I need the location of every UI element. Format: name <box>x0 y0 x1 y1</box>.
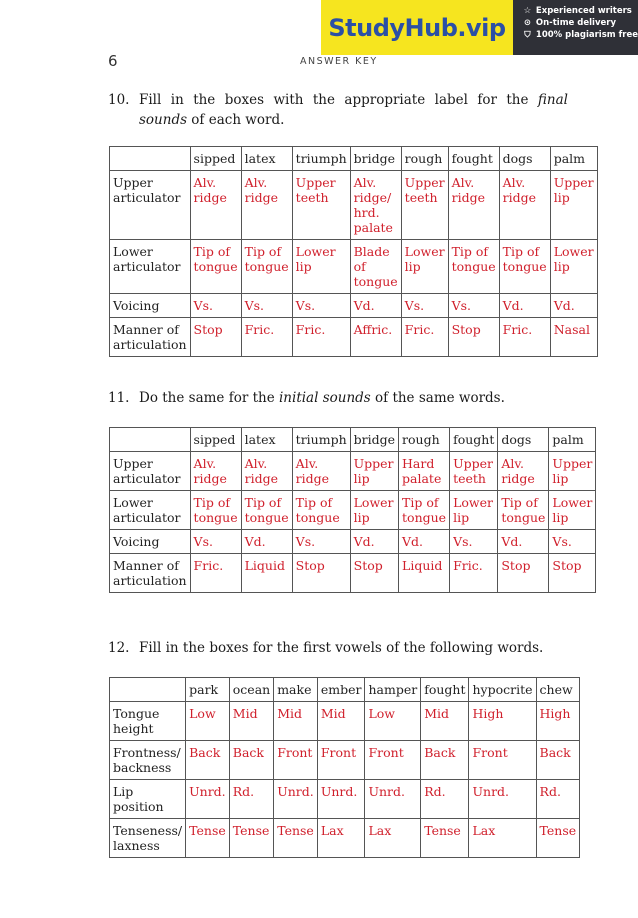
answer-table-11 <box>109 427 596 593</box>
answer-table-10 <box>109 146 598 357</box>
corner-cell <box>110 428 191 452</box>
column-header: fought <box>421 678 469 702</box>
answer-cell: Vs. <box>190 530 241 554</box>
answer-cell: Vd. <box>550 294 597 318</box>
table-row <box>110 294 598 318</box>
answer-cell: Tip of tongue <box>448 240 499 294</box>
answer-cell: Rd. <box>229 780 273 819</box>
table-row <box>110 318 598 357</box>
perk-label: 100% plagiarism free <box>535 30 638 40</box>
answer-cell: Tip of tongue <box>190 240 241 294</box>
row-label: Lip position <box>110 780 186 819</box>
answer-cell: Fric. <box>401 318 448 357</box>
answer-cell: Front <box>469 741 536 780</box>
answer-cell: Tip of tongue <box>499 240 550 294</box>
question-number: 11. <box>108 390 130 406</box>
perk-item <box>523 6 638 16</box>
answer-cell: Alv. ridge <box>448 171 499 240</box>
studyhub-banner[interactable] <box>321 0 638 55</box>
answer-cell: Tip of tongue <box>190 491 241 530</box>
answer-cell: Liquid <box>241 554 292 593</box>
answer-cell: Alv. ridge/ hrd. palate <box>350 171 401 240</box>
answer-cell: Upper lip <box>550 171 597 240</box>
question-number: 12. <box>108 640 130 656</box>
question-10 <box>108 90 568 130</box>
corner-cell <box>110 678 186 702</box>
table-row <box>110 554 596 593</box>
corner-cell <box>110 147 191 171</box>
answer-cell: Affric. <box>350 318 401 357</box>
question-text: Do the same for the initial sounds of the same words. <box>139 390 505 406</box>
column-header: palm <box>549 428 596 452</box>
answer-cell: Fric. <box>190 554 241 593</box>
answer-cell: Vs. <box>401 294 448 318</box>
answer-cell: Tip of tongue <box>399 491 450 530</box>
answer-cell: Back <box>421 741 469 780</box>
row-label: Frontness/ backness <box>110 741 186 780</box>
answer-cell: Front <box>365 741 421 780</box>
answer-cell: Lower lip <box>350 491 398 530</box>
table-row <box>110 780 580 819</box>
column-header: hypocrite <box>469 678 536 702</box>
studyhub-logo[interactable]: StudyHub.vip <box>321 0 513 55</box>
row-label: Voicing <box>110 294 191 318</box>
answer-cell: Stop <box>448 318 499 357</box>
answer-cell: Stop <box>498 554 549 593</box>
answer-cell: Alv. ridge <box>241 171 292 240</box>
column-header: dogs <box>499 147 550 171</box>
answer-cell: Vs. <box>292 530 350 554</box>
answer-cell: Vd. <box>241 530 292 554</box>
answer-cell: Tip of tongue <box>498 491 549 530</box>
answer-cell: Unrd. <box>365 780 421 819</box>
column-header: latex <box>241 428 292 452</box>
answer-cell: Unrd. <box>186 780 230 819</box>
answer-cell: Unrd. <box>469 780 536 819</box>
answer-cell: Stop <box>350 554 398 593</box>
answer-cell: Alv. ridge <box>241 452 292 491</box>
answer-cell: Upper lip <box>350 452 398 491</box>
answer-cell: High <box>469 702 536 741</box>
answer-cell: Nasal <box>550 318 597 357</box>
answer-cell: Vd. <box>350 530 398 554</box>
column-header: ocean <box>229 678 273 702</box>
question-text: Fill in the boxes for the first vowels of the following words. <box>139 640 544 656</box>
answer-cell: Vs. <box>448 294 499 318</box>
column-header: bridge <box>350 428 398 452</box>
column-header: fought <box>450 428 498 452</box>
row-label: Upper articulator <box>110 452 191 491</box>
answer-cell: Unrd. <box>317 780 365 819</box>
answer-cell: Upper lip <box>549 452 596 491</box>
answer-cell: Tip of tongue <box>241 240 292 294</box>
row-label: Upper articulator <box>110 171 191 240</box>
answer-cell: Unrd. <box>274 780 318 819</box>
column-header: triumph <box>292 428 350 452</box>
table-row <box>110 171 598 240</box>
answer-cell: Stop <box>549 554 596 593</box>
column-header: park <box>186 678 230 702</box>
column-header: ember <box>317 678 365 702</box>
answer-cell: Vs. <box>549 530 596 554</box>
column-header: triumph <box>292 147 350 171</box>
answer-cell: Back <box>536 741 580 780</box>
column-header: hamper <box>365 678 421 702</box>
answer-cell: Fric. <box>241 318 292 357</box>
answer-cell: Alv. ridge <box>498 452 549 491</box>
row-label: Tongue height <box>110 702 186 741</box>
answer-cell: Stop <box>190 318 241 357</box>
row-label: Tenseness/ laxness <box>110 819 186 858</box>
answer-cell: Tip of tongue <box>292 491 350 530</box>
answer-cell: Tense <box>274 819 318 858</box>
answer-cell: Front <box>274 741 318 780</box>
answer-cell: Lower lip <box>292 240 350 294</box>
answer-cell: Upper teeth <box>450 452 498 491</box>
clock-icon: ⊙ <box>523 18 531 28</box>
answer-cell: Vd. <box>399 530 450 554</box>
answer-cell: Rd. <box>536 780 580 819</box>
column-header: chew <box>536 678 580 702</box>
column-header: sipped <box>190 428 241 452</box>
answer-cell: Back <box>229 741 273 780</box>
question-12 <box>108 638 568 658</box>
table-header-row <box>110 147 598 171</box>
row-label: Lower articulator <box>110 491 191 530</box>
shield-icon: ⛉ <box>524 30 531 40</box>
row-label: Voicing <box>110 530 191 554</box>
answer-cell: Lax <box>365 819 421 858</box>
answer-cell: Vs. <box>241 294 292 318</box>
answer-cell: Vd. <box>350 294 401 318</box>
answer-cell: Stop <box>292 554 350 593</box>
answer-cell: Fric. <box>499 318 550 357</box>
answer-cell: Upper teeth <box>292 171 350 240</box>
answer-cell: Lower lip <box>550 240 597 294</box>
answer-cell: Blade of tongue <box>350 240 401 294</box>
answer-cell: Lax <box>469 819 536 858</box>
running-head: ANSWER KEY <box>300 56 378 67</box>
answer-cell: Lower lip <box>401 240 448 294</box>
perk-item <box>523 18 638 28</box>
column-header: rough <box>401 147 448 171</box>
table-header-row <box>110 678 580 702</box>
table-row <box>110 702 580 741</box>
answer-cell: Tense <box>229 819 273 858</box>
answer-cell: Mid <box>274 702 318 741</box>
table-row <box>110 741 580 780</box>
question-number: 10. <box>108 92 130 108</box>
answer-cell: Alv. ridge <box>190 171 241 240</box>
answer-cell: Front <box>317 741 365 780</box>
emphasis: initial sounds <box>278 390 371 406</box>
answer-cell: Lower lip <box>450 491 498 530</box>
column-header: dogs <box>498 428 549 452</box>
table-row <box>110 530 596 554</box>
column-header: sipped <box>190 147 241 171</box>
emphasis: final sounds <box>139 92 568 128</box>
answer-cell: Tense <box>186 819 230 858</box>
answer-cell: Lower lip <box>549 491 596 530</box>
perk-label: Experienced writers <box>535 6 632 16</box>
question-11 <box>108 388 568 408</box>
perk-label: On-time delivery <box>535 18 616 28</box>
answer-cell: Lax <box>317 819 365 858</box>
column-header: make <box>274 678 318 702</box>
answer-cell: Back <box>186 741 230 780</box>
answer-cell: Vs. <box>450 530 498 554</box>
answer-cell: Vd. <box>498 530 549 554</box>
answer-cell: Hard palate <box>399 452 450 491</box>
answer-cell: Alv. ridge <box>190 452 241 491</box>
column-header: palm <box>550 147 597 171</box>
answer-cell: Tense <box>421 819 469 858</box>
question-text: Fill in the boxes with the appropriate label for the final sounds of each word. <box>139 92 568 128</box>
table-row <box>110 452 596 491</box>
answer-cell: Tip of tongue <box>241 491 292 530</box>
answer-cell: Fric. <box>292 318 350 357</box>
column-header: latex <box>241 147 292 171</box>
table-header-row <box>110 428 596 452</box>
column-header: rough <box>399 428 450 452</box>
table-row <box>110 240 598 294</box>
answer-cell: Mid <box>317 702 365 741</box>
answer-cell: Mid <box>229 702 273 741</box>
answer-cell: Upper teeth <box>401 171 448 240</box>
answer-table-12 <box>109 677 580 858</box>
answer-cell: Liquid <box>399 554 450 593</box>
answer-cell: Vd. <box>499 294 550 318</box>
table-row <box>110 819 580 858</box>
row-label: Manner of articulation <box>110 318 191 357</box>
row-label: Lower articulator <box>110 240 191 294</box>
answer-cell: Alv. ridge <box>499 171 550 240</box>
answer-cell: Vs. <box>190 294 241 318</box>
answer-cell: Vs. <box>292 294 350 318</box>
answer-cell: Rd. <box>421 780 469 819</box>
table-row <box>110 491 596 530</box>
answer-cell: Low <box>186 702 230 741</box>
row-label: Manner of articulation <box>110 554 191 593</box>
perks-list <box>513 0 638 55</box>
answer-cell: Low <box>365 702 421 741</box>
answer-cell: Mid <box>421 702 469 741</box>
star-icon: ☆ <box>523 6 532 16</box>
answer-cell: High <box>536 702 580 741</box>
column-header: fought <box>448 147 499 171</box>
answer-cell: Alv. ridge <box>292 452 350 491</box>
page-number: 6 <box>108 52 118 70</box>
answer-cell: Tense <box>536 819 580 858</box>
column-header: bridge <box>350 147 401 171</box>
answer-cell: Fric. <box>450 554 498 593</box>
perk-item <box>523 30 638 40</box>
